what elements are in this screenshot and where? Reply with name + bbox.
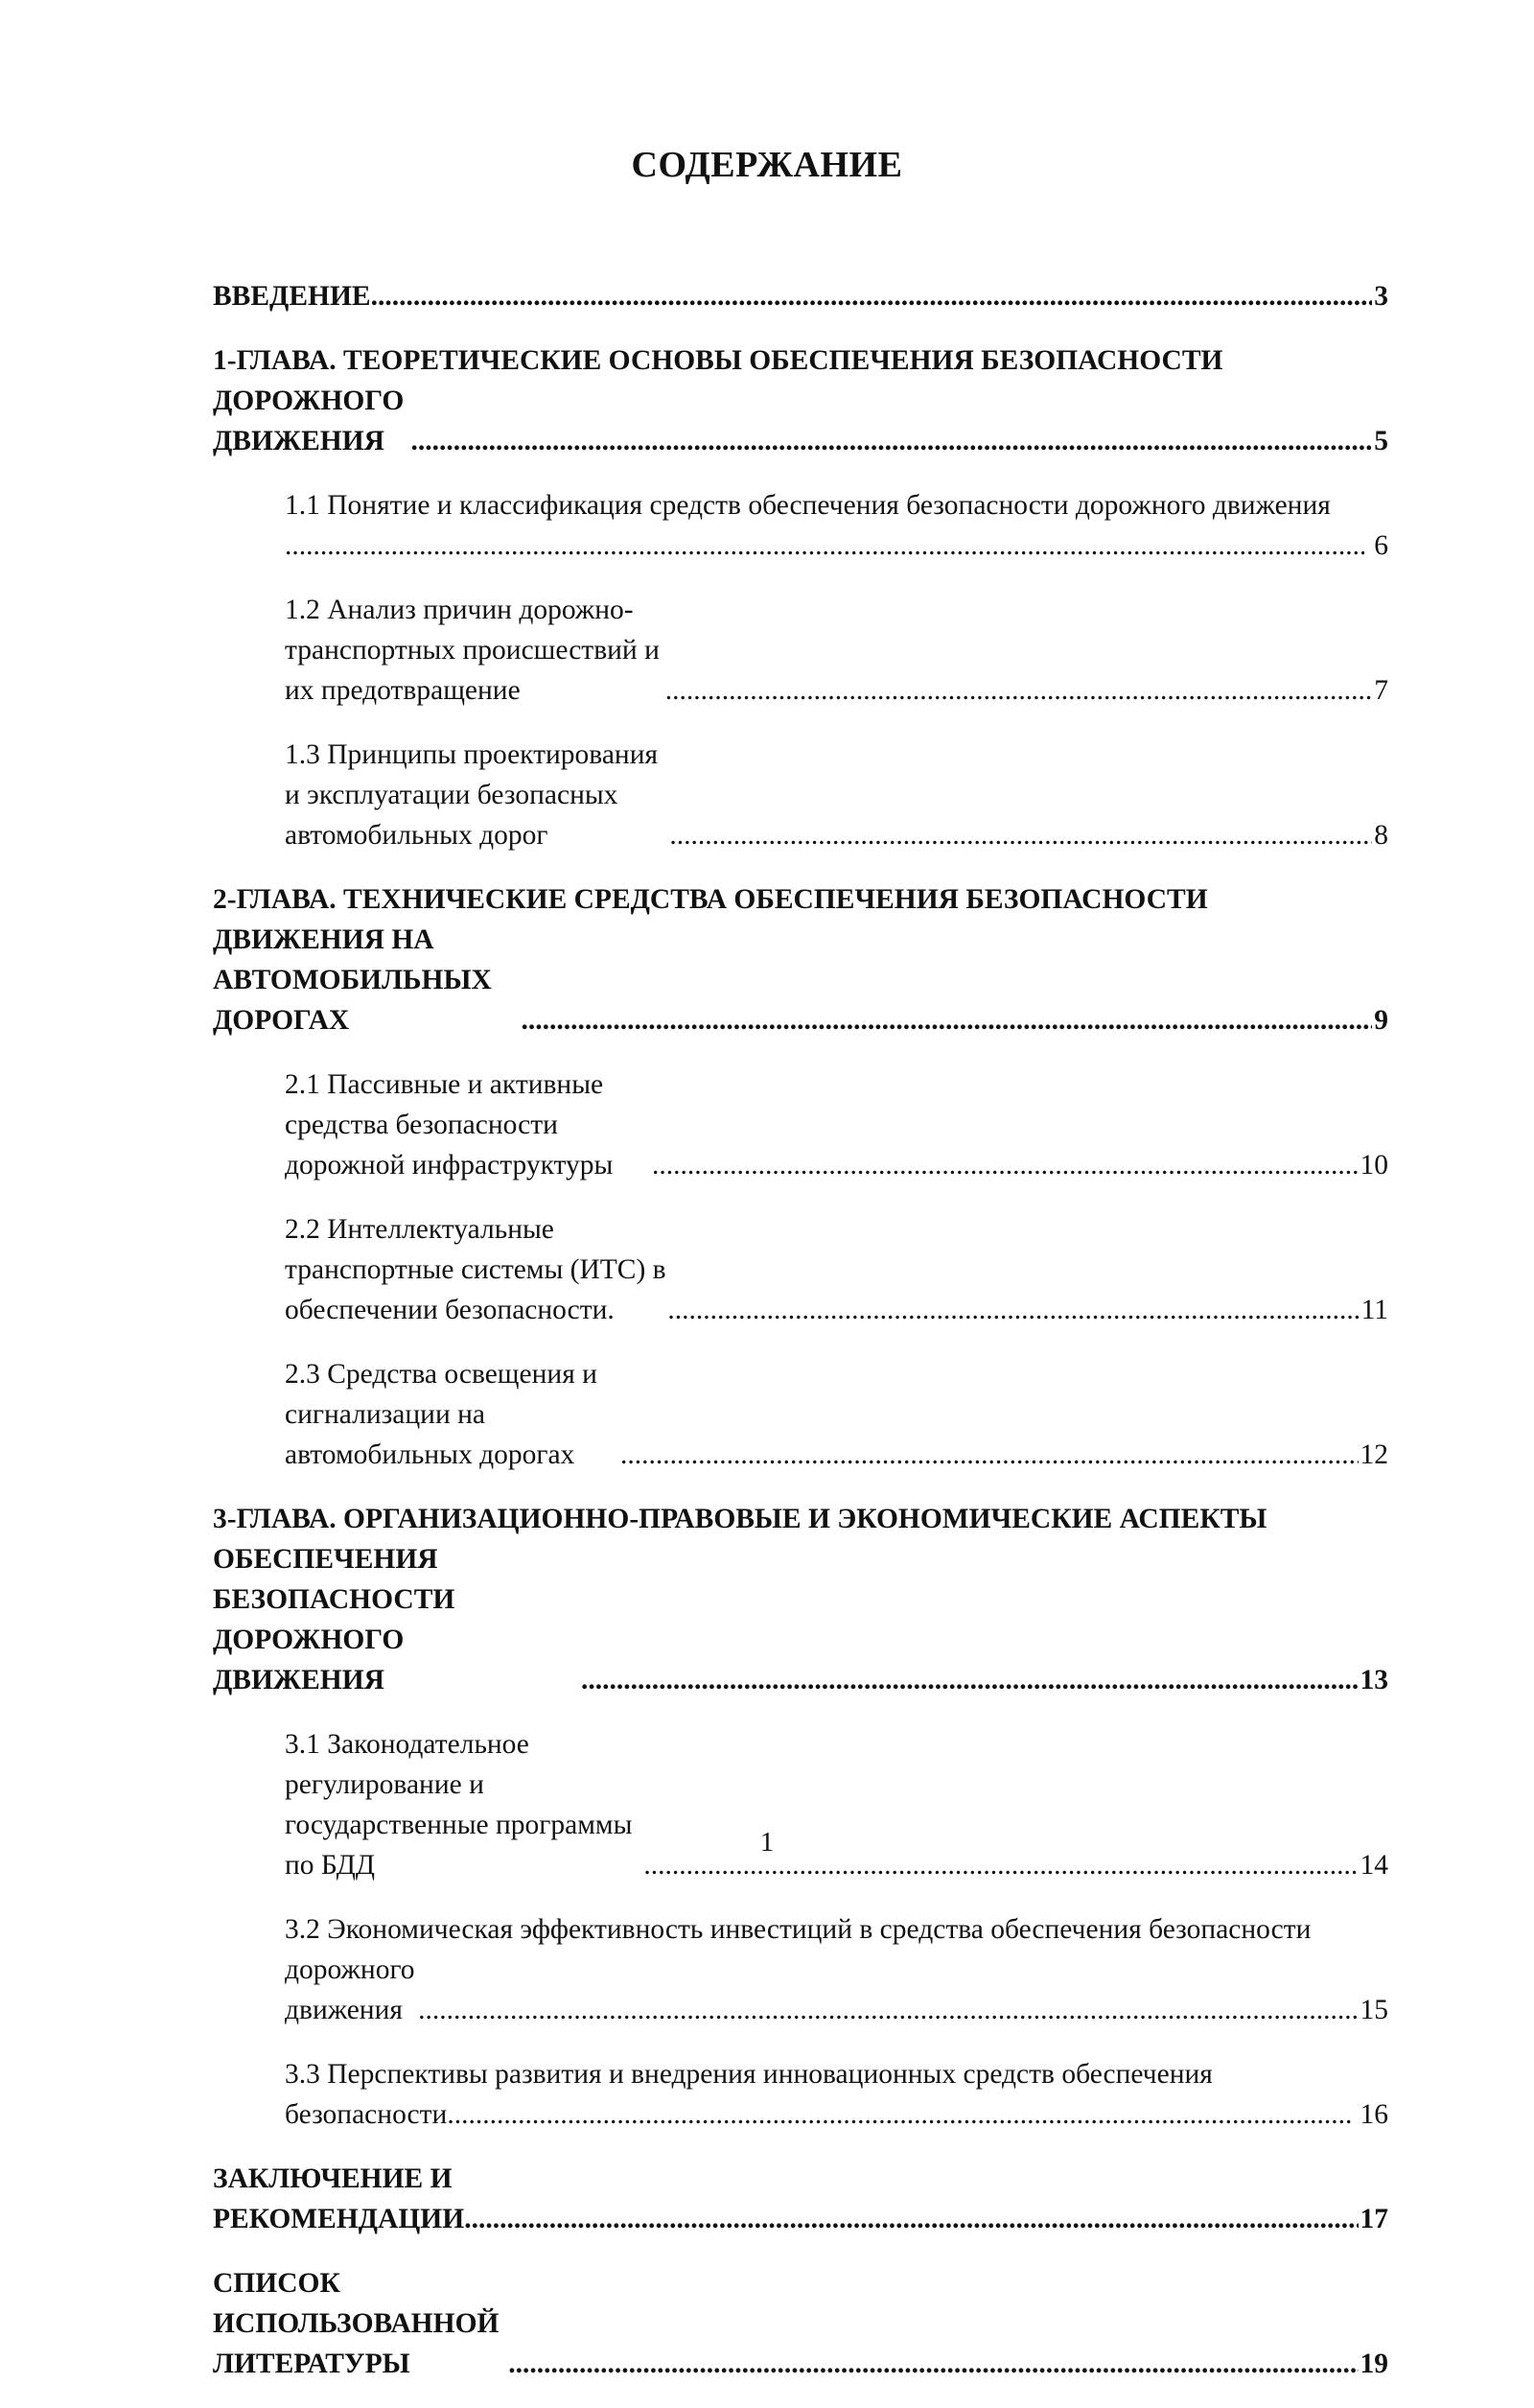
- toc-entry-label-continued: ОБЕСПЕЧЕНИЯ БЕЗОПАСНОСТИ ДОРОЖНОГО ДВИЖЕНИЯ: [213, 1544, 455, 1695]
- toc-entry-section-1-1[interactable]: [213, 485, 1388, 566]
- toc-title: СОДЕРЖАНИЕ: [631, 145, 903, 185]
- toc-entry-page: 7: [1374, 675, 1388, 706]
- toc-entry-label: 3-ГЛАВА. ОРГАНИЗАЦИОННО-ПРАВОВЫЕ И ЭКОНОМИЧЕСКИЕ АСПЕКТЫ: [213, 1504, 1267, 1534]
- toc-entry-section-3-1[interactable]: [213, 1724, 1388, 1885]
- toc-entry-section-1-2[interactable]: [213, 590, 1388, 711]
- toc-entry-label: 2.3 Средства освещения и сигнализации на автомобильных дорогах: [285, 1359, 597, 1470]
- toc-entry-label: ЗАКЛЮЧЕНИЕ И РЕКОМЕНДАЦИИ: [213, 2163, 465, 2234]
- toc-entry-section-3-2[interactable]: [213, 1909, 1388, 2030]
- leader-dots: [418, 1990, 1358, 2030]
- leader-dots: [652, 1145, 1359, 1185]
- toc-entry-page: 12: [1360, 1439, 1388, 1470]
- toc-entry-label-continued: безопасности: [285, 2099, 448, 2130]
- toc-entry-label: 1.1 Понятие и классификация средств обеспечения безопасности дорожного движения: [285, 490, 1331, 521]
- toc-entry-chapter-1[interactable]: [213, 340, 1388, 461]
- leader-dots: [620, 1435, 1359, 1475]
- toc-entry-section-1-3[interactable]: [213, 735, 1388, 855]
- toc-entry-page: 6: [1374, 530, 1388, 561]
- toc-entry-page: 11: [1360, 1295, 1388, 1325]
- toc-entry-label: 2.1 Пассивные и активные средства безопасности дорожной инфраструктуры: [285, 1069, 614, 1181]
- toc-entry-section-2-1[interactable]: [213, 1064, 1388, 1185]
- leader-dots: [371, 276, 1373, 316]
- toc-entry-page: 14: [1360, 1850, 1388, 1881]
- toc-entry-page: 9: [1374, 1005, 1388, 1036]
- toc-entry-label: 3.1 Законодательное регулирование и государственные программы по БДД: [285, 1729, 633, 1881]
- toc-entry-chapter-3[interactable]: [213, 1499, 1388, 1700]
- toc-entry-section-3-3[interactable]: [213, 2054, 1388, 2135]
- toc-entry-label: 2-ГЛАВА. ТЕХНИЧЕСКИЕ СРЕДСТВА ОБЕСПЕЧЕНИЯ БЕЗОПАСНОСТИ: [213, 884, 1208, 915]
- toc-entry-conclusion[interactable]: [213, 2159, 1388, 2239]
- table-of-contents: [213, 276, 1388, 2408]
- page-number: 1: [759, 1827, 775, 1858]
- toc-entry-page: 17: [1360, 2204, 1388, 2234]
- toc-entry-page: 10: [1360, 1150, 1388, 1181]
- toc-entry-label: 2.2 Интеллектуальные транспортные системы (ИТС) в обеспечении безопасности.: [285, 1214, 666, 1325]
- toc-entry-page: 8: [1374, 820, 1388, 851]
- toc-entry-label-continued: ДВИЖЕНИЯ НА АВТОМОБИЛЬНЫХ ДОРОГАХ: [213, 924, 492, 1036]
- toc-entry-references[interactable]: [213, 2263, 1388, 2384]
- toc-entry-label: 3.3 Перспективы развития и внедрения инновационных средств обеспечения: [285, 2059, 1213, 2090]
- toc-entry-page: 16: [1360, 2099, 1388, 2130]
- leader-dots: [521, 1000, 1372, 1040]
- leader-dots: [285, 526, 1364, 566]
- toc-entry-label: ВВЕДЕНИЕ: [213, 281, 371, 312]
- toc-entry-label: 1-ГЛАВА. ТЕОРЕТИЧЕСКИЕ ОСНОВЫ ОБЕСПЕЧЕНИЯ БЕЗОПАСНОСТИ: [213, 345, 1223, 376]
- toc-entry-page: 13: [1360, 1665, 1388, 1695]
- leader-dots: [410, 421, 1372, 461]
- toc-entry-section-2-3[interactable]: [213, 1354, 1388, 1475]
- toc-entry-page: 3: [1374, 281, 1388, 312]
- leader-dots: [667, 1290, 1359, 1330]
- toc-entry-label-continued: дорожного движения: [285, 1954, 415, 2025]
- toc-entry-page: 15: [1360, 1995, 1388, 2025]
- toc-entry-chapter-2[interactable]: [213, 879, 1388, 1040]
- leader-dots: [508, 2344, 1358, 2384]
- leader-dots: [665, 670, 1373, 711]
- toc-entry-label: 3.2 Экономическая эффективность инвестиций в средства обеспечения безопасности: [285, 1914, 1312, 1945]
- toc-entry-label: 1.2 Анализ причин дорожно-транспортных происшествий и их предотвращение: [285, 595, 660, 706]
- leader-dots: [581, 1660, 1359, 1700]
- leader-dots: [464, 2199, 1358, 2239]
- leader-dots: [447, 2094, 1350, 2135]
- toc-entry-label-continued: ДОРОЖНОГО ДВИЖЕНИЯ: [213, 386, 405, 456]
- toc-entry-page: 5: [1374, 426, 1388, 456]
- toc-entry-section-2-2[interactable]: [213, 1209, 1388, 1330]
- toc-entry-label: СПИСОК ИСПОЛЬЗОВАННОЙ ЛИТЕРАТУРЫ: [213, 2268, 500, 2379]
- toc-entry-introduction[interactable]: [213, 276, 1388, 316]
- leader-dots: [669, 815, 1372, 855]
- toc-entry-label: 1.3 Принципы проектирования и эксплуатации безопасных автомобильных дорог: [285, 739, 659, 851]
- toc-entry-page: 19: [1360, 2349, 1388, 2379]
